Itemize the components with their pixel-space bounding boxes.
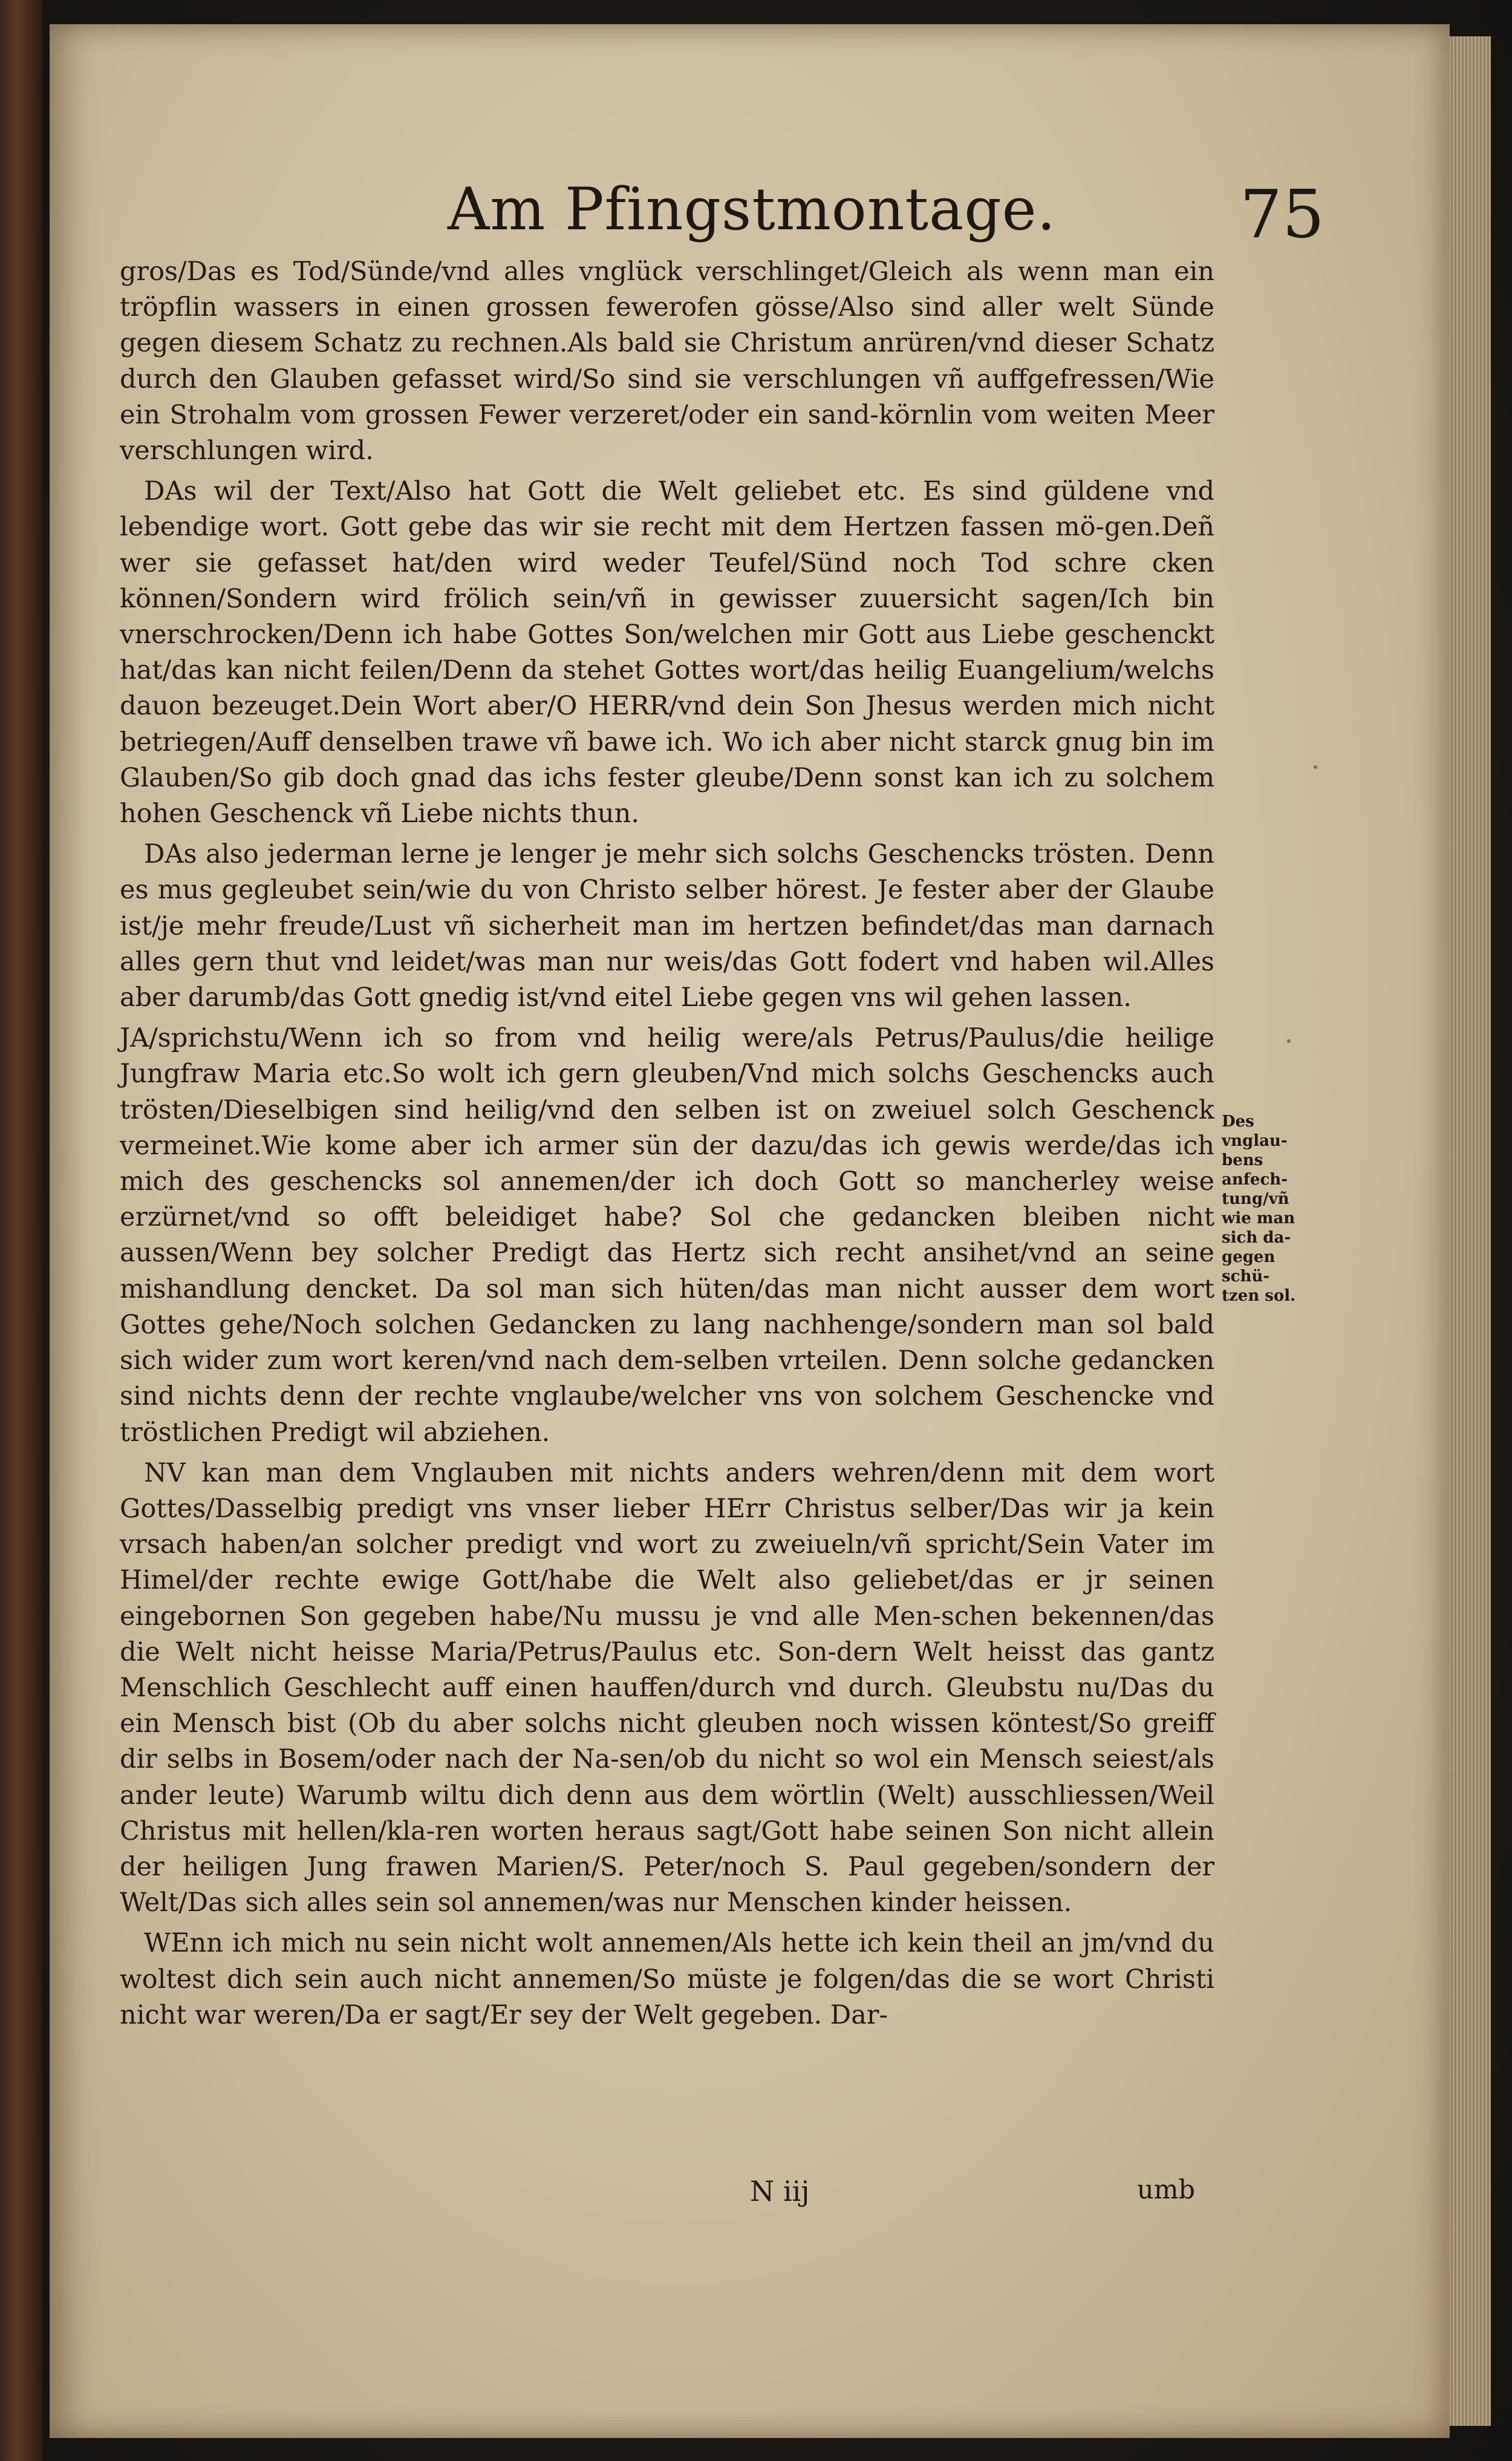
main-text [120,254,1214,2038]
signature-mark: N iij [750,2175,810,2208]
pencil-dot [1314,765,1317,769]
page-number: 75 [1240,175,1325,253]
paragraph-2: DAs wil der Text/Also hat Gott die Welt geliebet etc. Es sind güldene vnd lebendige wort. Gott gebe das wir sie recht mit dem Hertzen fassen mö-gen.Deñ wer sie gefasset hat/den wird weder Teufel/Sünd noch Tod schre cken können/Sondern wird frölich sein/vñ in gewisser zuuersicht sagen/Ich bin vnerschrocken/Denn ich habe Gottes Son/welchen mir Gott aus Liebe geschenckt hat/das kan nicht feilen/Denn da stehet Gottes wort/das heilig Euangelium/welchs dauon bezeuget.Dein Wort aber/O HERR/vnd dein Son Jhesus werden mich nicht betriegen/Auff denselben trawe vñ bawe ich. Wo ich aber nicht starck gnug bin im Glauben/So gib doch gnad das ichs fester gleube/Denn sonst kan ich zu solchem hohen Geschenck vñ Liebe nichts thun. [120,476,1214,829]
paragraph-4: JA/sprichstu/Wenn ich so from vnd heilig were/als Petrus/Paulus/die heilige Jungfraw Maria etc.So wolt ich gern gleuben/Vnd mich solchs Geschencks auch trösten/Dieselbigen sind heilig/vnd den selben ist on zweiuel solch Geschenck vermeinet.Wie kome aber ich armer sün der dazu/das ich gewis werde/das ich mich des geschencks sol annemen/der ich doch Gott so mancherley weise erzürnet/vnd so offt beleidiget habe? Sol che gedancken bleiben nicht aussen/Wenn bey solcher Predigt das Hertz sich recht ansihet/vnd an seine mishandlung dencket. Da sol man sich hüten/das man nicht ausser dem wort Gottes gehe/Noch solchen Gedancken zu lang nachhenge/sondern man sol bald sich wider zum wort keren/vnd nach dem-selben vrteilen. Denn solche gedancken sind nichts denn der rechte vnglaube/welcher vns von solchem Geschencke vnd tröstlichen Predigt wil abziehen. [120,1023,1214,1448]
pencil-dot [1287,1039,1291,1043]
paragraph-3: DAs also jederman lerne je lenger je mehr sich solchs Geschencks trösten. Denn es mus gegleubet sein/wie du von Christo selber hörest. Je fester aber der Glaube ist/je mehr freude/Lust vñ sicherheit man im hertzen befindet/das man darnach alles gern thut vnd leidet/was man nur weis/das Gott fodert vnd haben wil.Alles aber darumb/das Gott gnedig ist/vnd eitel Liebe gegen vns wil gehen lassen. [120,839,1214,1013]
marginal-note: Des vnglau-bens anfech-tung/vñ wie man sich da-gegen schü-tzen sol. [1222,1113,1296,1305]
paragraph-1: gros/Das es Tod/Sünde/vnd alles vnglück verschlinget/Gleich als wenn man ein tröpflin wassers in einen grossen fewerofen gösse/Also sind aller welt Sünde gegen diesem Schatz zu rechnen.Als bald sie Christum anrüren/vnd dieser Schatz durch den Glauben gefasset wird/So sind sie verschlungen vñ auffgefressen/Wie ein Strohalm vom grossen Fewer verzeret/oder ein sand-körnlin vom weiten Meer verschlungen wird. [120,257,1214,466]
paragraph-6: WEnn ich mich nu sein nicht wolt annemen/Als hette ich kein theil an jm/vnd du woltest dich sein auch nicht annemen/So müste je folgen/das die se wort Christi nicht war weren/Da er sagt/Er sey der Welt gegeben. Dar- [120,1928,1214,2030]
paragraph-5: NV kan man dem Vnglauben mit nichts anders wehren/denn mit dem wort Gottes/Dasselbig predigt vns vnser lieber HErr Christus selber/Das wir ja kein vrsach haben/an solcher predigt vnd wort zu zweiueln/vñ spricht/Sein Vater im Himel/der rechte ewige Gott/habe die Welt also geliebet/das er jr seinen eingebornen Son gegeben habe/Nu mussu je vnd alle Men-schen bekennen/das die Welt nicht heisse Maria/Petrus/Paulus etc. Son-dern Welt heisst das gantz Menschlich Geschlecht auff einen hauffen/durch vnd durch. Gleubstu nu/Das du ein Mensch bist (Ob du aber solchs nicht gleuben noch wissen köntest/So greiff dir selbs in Bosem/oder nach der Na-sen/ob du nicht so wol ein Mensch seiest/als ander leute) Warumb wiltu dich denn aus dem wörtlin (Welt) ausschliessen/Weil Christus mit hellen/kla-ren worten heraus sagt/Gott habe seinen Son nicht allein der heiligen Jung frawen Marien/S. Peter/noch S. Paul gegeben/sondern der Welt/Das sich alles sein sol annemen/was nur Menschen kinder heissen. [120,1457,1214,1918]
running-title: Am Pfingstmontage. [448,175,1057,243]
previous-page-edge [0,0,42,2461]
catchword: umb [1137,2175,1195,2205]
page-stack-edge [1448,36,1491,2426]
